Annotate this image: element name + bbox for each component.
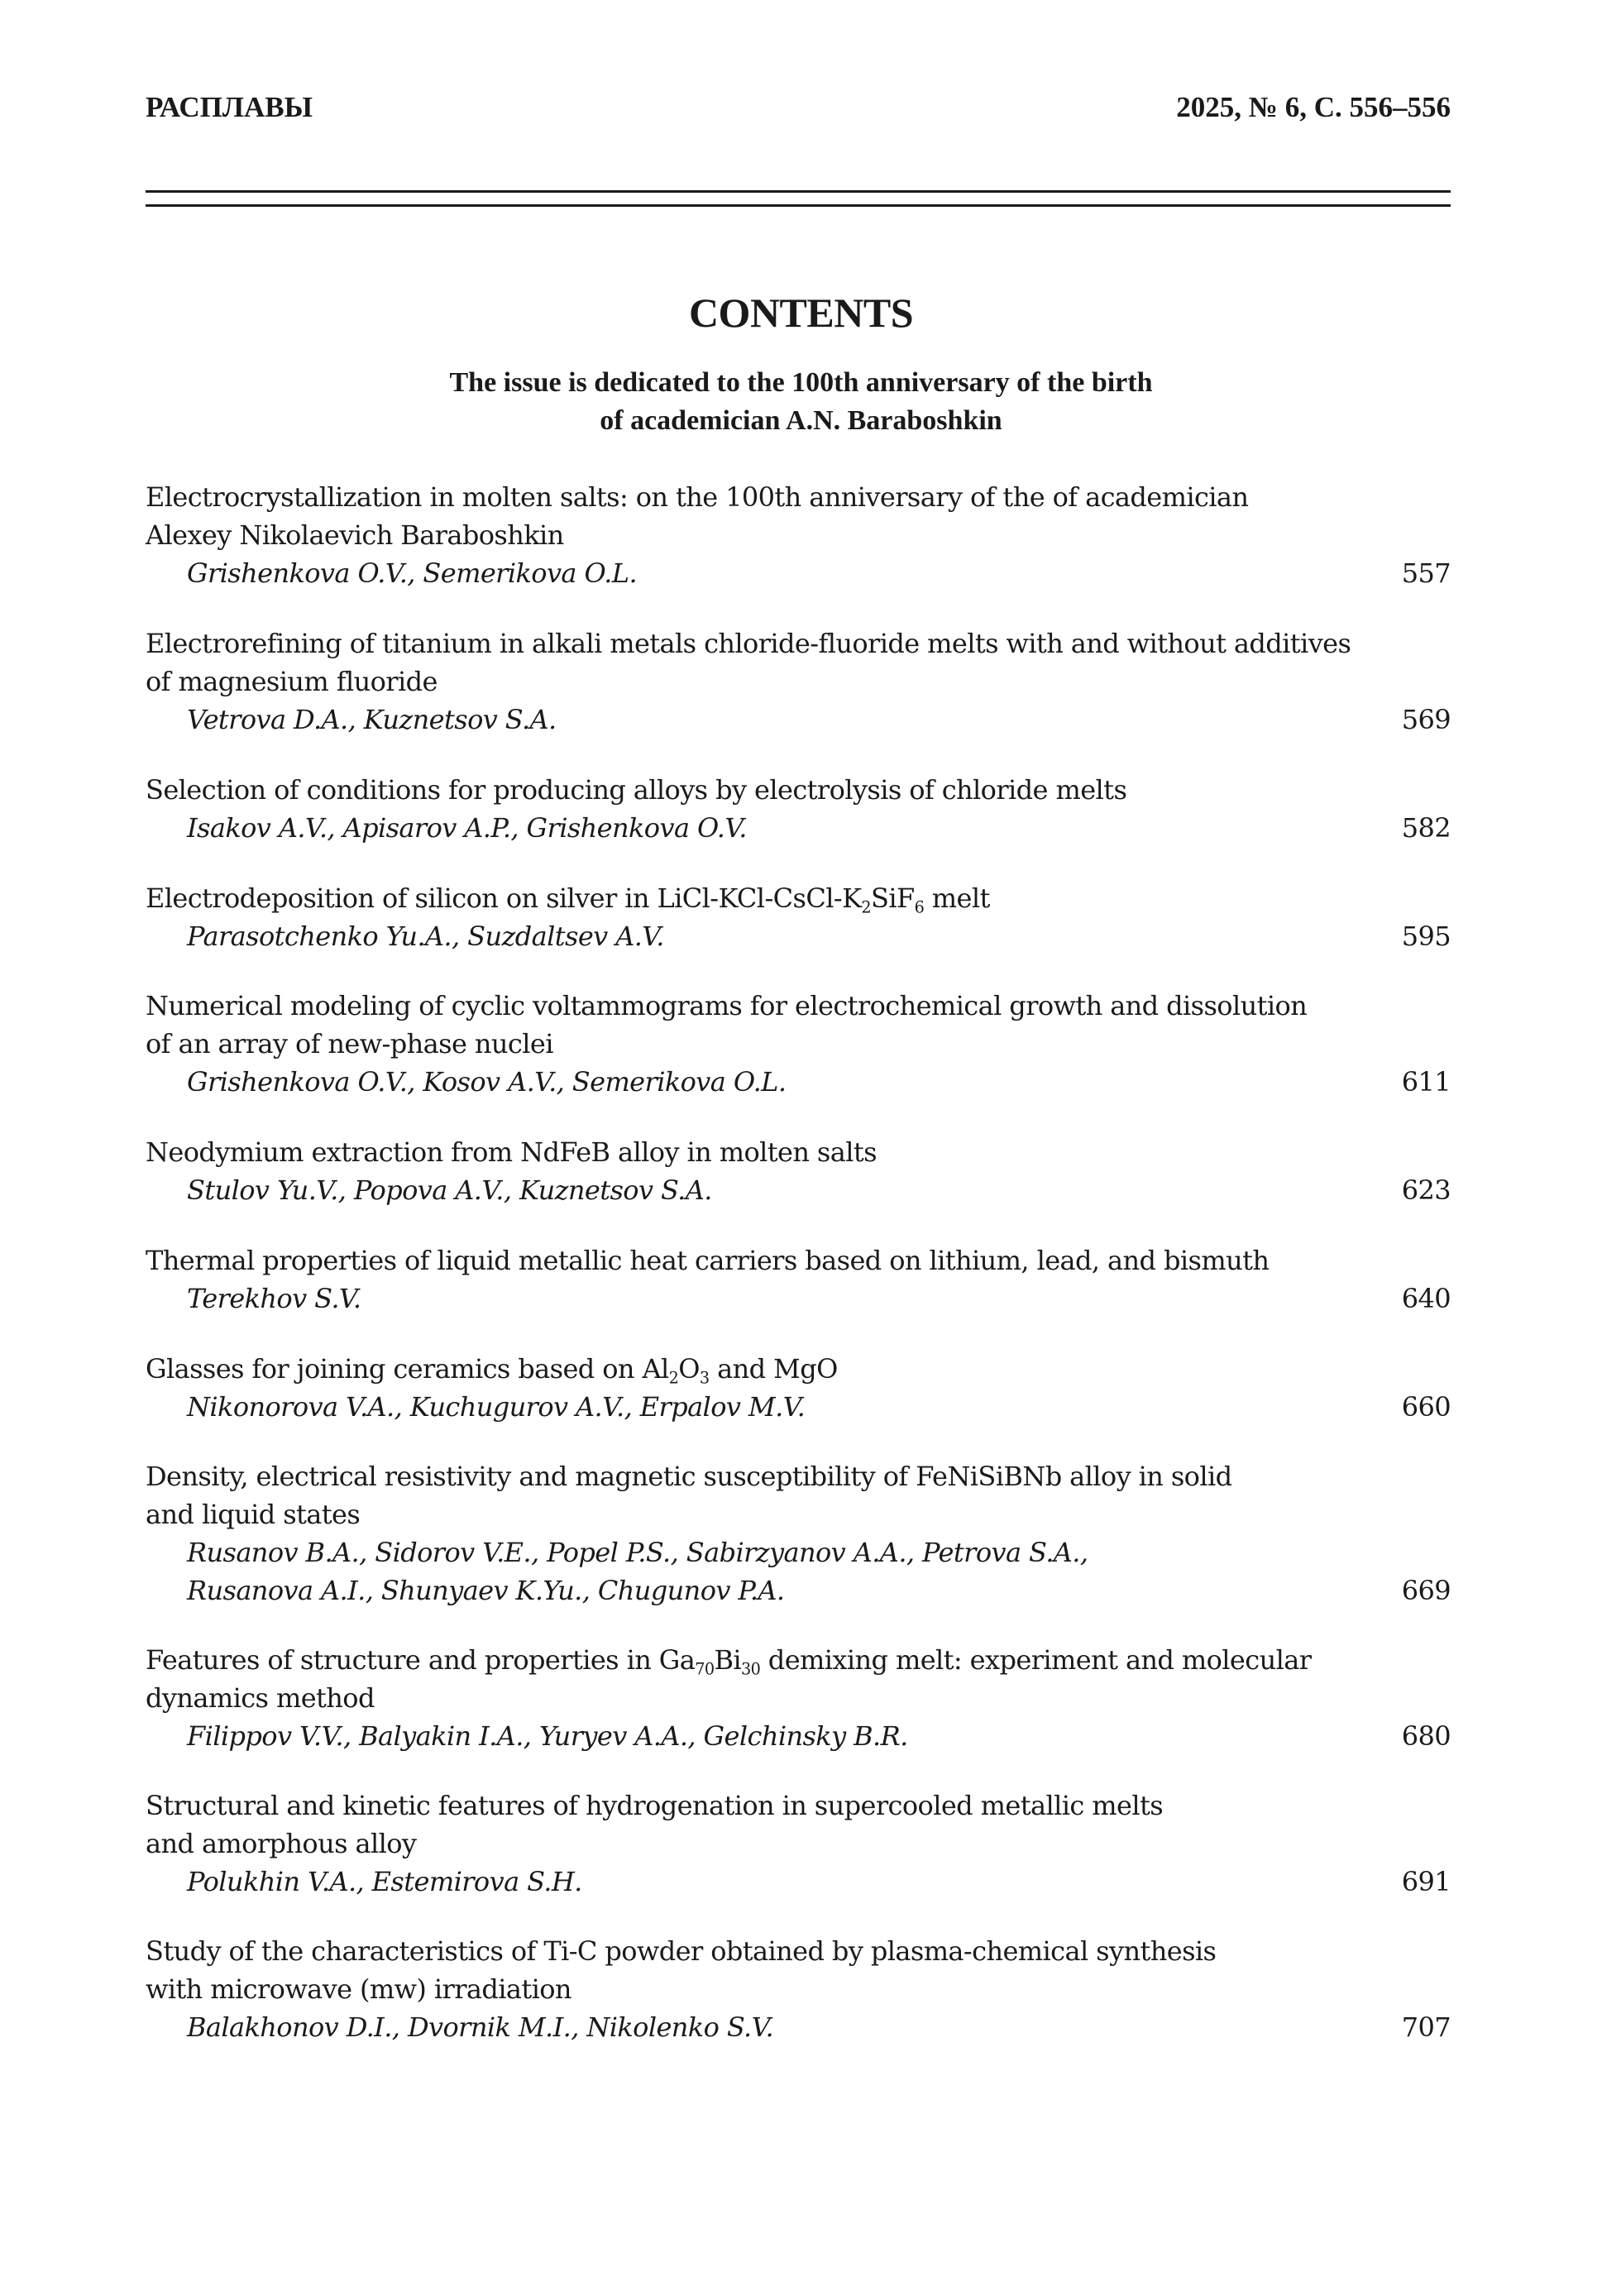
title-line: Structural and kinetic features of hydrogenation in supercooled metallic melts (146, 1790, 1164, 1821)
title-text: demixing melt: experiment and molecular (760, 1644, 1312, 1676)
authors-line: Rusanov B.A., Sidorov V.E., Popel P.S., Sabirzyanov A.A., Petrova S.A., (187, 1537, 1088, 1568)
subscript: 3 (699, 1368, 710, 1388)
page-number: 680 (1401, 1720, 1451, 1752)
page-number: 669 (1401, 1575, 1451, 1606)
authors-line: Grishenkova O.V., Kosov A.V., Semerikova O.L. (187, 1066, 787, 1098)
toc-entry[interactable] (146, 1932, 1451, 2046)
page-number: 611 (1401, 1066, 1451, 1098)
title-text: and MgO (709, 1353, 838, 1385)
title-line: of an array of new-phase nuclei (146, 1028, 553, 1060)
toc-entry[interactable] (146, 1787, 1451, 1901)
article-title (146, 879, 1451, 917)
title-text: Glasses for joining ceramics based on Al (146, 1353, 669, 1385)
title-line: Neodymium extraction from NdFeB alloy in molten salts (146, 1136, 877, 1168)
article-authors (146, 1063, 1451, 1101)
dedication-line: of academician A.N. Baraboshkin (600, 405, 1002, 436)
title-text: SiF (871, 883, 915, 914)
journal-name: РАСПЛАВЫ (146, 91, 313, 123)
article-authors (146, 1863, 1451, 1901)
toc-entry[interactable] (146, 1457, 1451, 1610)
page-number: 595 (1401, 921, 1451, 952)
title-line (146, 1350, 1351, 1388)
authors-line: Stulov Yu.V., Popova A.V., Kuznetsov S.A. (187, 1174, 712, 1206)
article-title (146, 1133, 1451, 1171)
authors-line: Polukhin V.A., Estemirova S.H. (187, 1866, 582, 1897)
article-title (146, 1241, 1451, 1280)
authors-line: Filippov V.V., Balyakin I.A., Yuryev A.A., Gelchinsky B.R. (187, 1720, 908, 1752)
page-number: 569 (1401, 704, 1451, 735)
article-title (146, 1787, 1451, 1863)
page-number: 691 (1401, 1866, 1451, 1897)
toc-entry[interactable] (146, 1350, 1451, 1426)
toc-entry[interactable] (146, 771, 1451, 847)
toc-entry[interactable] (146, 879, 1451, 955)
authors-line: Grishenkova O.V., Semerikova O.L. (187, 557, 638, 589)
authors-line: Isakov A.V., Apisarov A.P., Grishenkova O.V. (187, 812, 747, 844)
page-number: 623 (1401, 1174, 1451, 1206)
header-rule-top (146, 190, 1451, 193)
title-line: Numerical modeling of cyclic voltammograms for electrochemical growth and dissolution (146, 990, 1308, 1021)
authors-line: Balakhonov D.I., Dvornik M.I., Nikolenko S.V. (187, 2011, 774, 2043)
article-title (146, 1641, 1451, 1717)
title-line (146, 1641, 1351, 1679)
subscript: 70 (695, 1659, 715, 1679)
article-authors (146, 554, 1451, 592)
article-title (146, 624, 1451, 701)
title-line: Thermal properties of liquid metallic heat carriers based on lithium, lead, and bismuth (146, 1245, 1270, 1276)
toc-entry[interactable] (146, 1641, 1451, 1755)
article-title (146, 987, 1451, 1063)
subscript: 30 (741, 1659, 761, 1679)
subscript: 6 (914, 897, 925, 917)
article-title (146, 478, 1451, 554)
title-line: of magnesium fluoride (146, 666, 438, 697)
page-number: 707 (1401, 2011, 1451, 2043)
subscript: 2 (668, 1368, 679, 1388)
title-text: Features of structure and properties in Ga (146, 1644, 696, 1676)
toc-entry[interactable] (146, 1133, 1451, 1209)
issue-info: 2025, № 6, С. 556–556 (1176, 91, 1451, 123)
article-authors (146, 917, 1451, 955)
title-text: Electrodeposition of silicon on silver in LiCl-KCl-CsCl-K (146, 883, 862, 914)
title-text: melt (924, 883, 990, 914)
header-rule-bottom (146, 204, 1451, 207)
title-line: Electrorefining of titanium in alkali metals chloride-fluoride melts with and without additives (146, 628, 1351, 659)
page-number: 660 (1401, 1391, 1451, 1423)
article-title (146, 1350, 1451, 1388)
article-authors (146, 2008, 1451, 2046)
toc-entry[interactable] (146, 478, 1451, 592)
title-line: with microwave (mw) irradiation (146, 1973, 571, 2005)
title-line: Electrocrystallization in molten salts: on the 100th anniversary of the of academician (146, 481, 1249, 513)
dedication (0, 364, 1602, 440)
title-line: and liquid states (146, 1499, 361, 1530)
title-line: Study of the characteristics of Ti-C powder obtained by plasma-chemical synthesis (146, 1935, 1217, 1967)
title-text: O (678, 1353, 700, 1385)
title-line: and amorphous alloy (146, 1828, 417, 1859)
toc-entry[interactable] (146, 987, 1451, 1101)
title-line: Selection of conditions for producing alloys by electrolysis of chloride melts (146, 774, 1127, 806)
article-authors (146, 1280, 1451, 1318)
toc-entry[interactable] (146, 1241, 1451, 1318)
page-number: 557 (1401, 557, 1451, 589)
page-number: 582 (1401, 812, 1451, 844)
article-authors (146, 809, 1451, 847)
article-authors (146, 1533, 1451, 1610)
authors-line: Parasotchenko Yu.A., Suzdaltsev A.V. (187, 921, 664, 952)
article-authors (146, 1388, 1451, 1426)
dedication-line: The issue is dedicated to the 100th anniversary of the birth (449, 367, 1153, 398)
article-title (146, 1932, 1451, 2008)
authors-line: Vetrova D.A., Kuznetsov S.A. (187, 704, 557, 735)
title-line: Alexey Nikolaevich Baraboshkin (146, 519, 564, 551)
title-line: dynamics method (146, 1682, 375, 1714)
title-line (146, 879, 1351, 917)
article-authors (146, 1171, 1451, 1209)
title-line: Density, electrical resistivity and magnetic susceptibility of FeNiSiBNb alloy in solid (146, 1461, 1232, 1492)
authors-line: Rusanova A.I., Shunyaev K.Yu., Chugunov P.A. (187, 1575, 785, 1606)
authors-line: Terekhov S.V. (187, 1283, 361, 1314)
title-text: Bi (714, 1644, 742, 1676)
article-title (146, 1457, 1451, 1533)
page-number: 640 (1401, 1283, 1451, 1314)
article-authors (146, 1717, 1451, 1755)
article-title (146, 771, 1451, 809)
article-authors (146, 701, 1451, 739)
subscript: 2 (861, 897, 872, 917)
authors-line: Nikonorova V.A., Kuchugurov A.V., Erpalov M.V. (187, 1391, 806, 1423)
toc-entry[interactable] (146, 624, 1451, 739)
page-title: CONTENTS (688, 289, 914, 336)
